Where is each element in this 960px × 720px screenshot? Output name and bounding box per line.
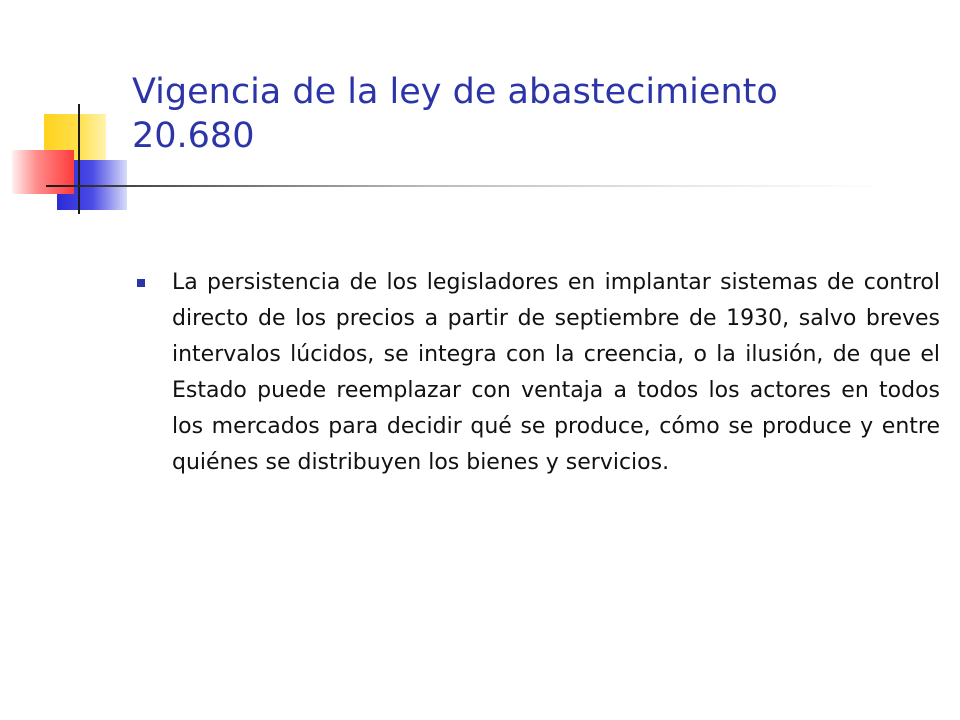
slide-title: Vigencia de la ley de abastecimiento 20.680 [132,72,778,156]
decorative-vertical-line [78,104,80,214]
square-bullet-icon [137,279,145,287]
bullet-list [132,265,940,481]
decorative-red-square [12,150,74,194]
bullet-text: La persistencia de los legisladores en implantar sistemas de control directo de los precios a partir de septiembre de 1930, salvo breves intervalos lúcidos, se integra con la creencia, o la ilusión, de que el Estado puede reemplazar con ventaja a todos los actores en todos los mercados para decidir qué se produce, cómo se produce y entre quiénes se distribuyen los bienes y servicios. [172,270,940,475]
title-divider-line [46,185,886,187]
bullet-item [132,265,940,481]
